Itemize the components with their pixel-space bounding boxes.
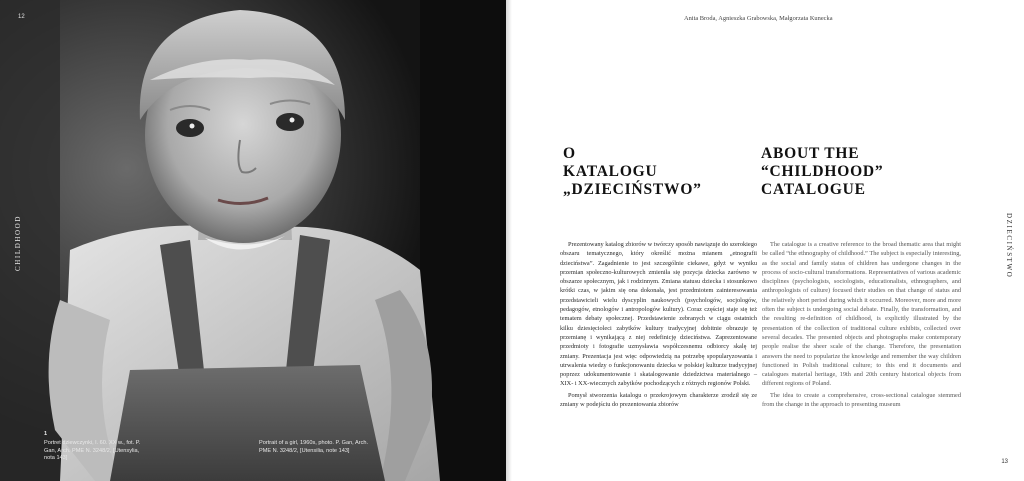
page-number-left: 12 xyxy=(18,14,25,20)
heading-polish xyxy=(563,145,702,199)
right-page xyxy=(512,0,1024,481)
body-paragraph: The idea to create a comprehensive, cross-sectional catalogue stemmed from the change in the approach to presenting museum xyxy=(762,391,961,409)
heading-polish-line: „DZIECIŃSTWO” xyxy=(563,181,702,198)
caption-number: 1 xyxy=(44,431,48,437)
heading-english-line: CATALOGUE xyxy=(761,181,866,198)
caption-polish: Portret dziewczynki, l. 60. XX w., fot. P. Gan, Arch. PME N. 3248/2, [Utensylia, nota 143] xyxy=(44,440,141,462)
heading-english-line: “CHILDHOOD” xyxy=(761,163,884,180)
heading-polish-line: O xyxy=(563,145,576,162)
left-page xyxy=(0,0,506,481)
body-column-english xyxy=(762,240,961,409)
body-column-polish xyxy=(560,240,757,409)
body-paragraph: Pomysł stworzenia katalogu o przekrojowym charakterze zrodził się ze zmiany w podejściu do prezentowania zbiorów xyxy=(560,391,757,409)
authors-header: Anita Broda, Agnieszka Grabowska, Małgorzata Kunecka xyxy=(684,15,833,22)
heading-english-line: ABOUT THE xyxy=(761,145,860,162)
girl-portrait-photo xyxy=(0,0,506,481)
body-paragraph: Prezentowany katalog zbiorów w twórczy sposób nawiązuje do szerokiego obszaru tematycznego, który określić można mianem „etnografii dzieciństwa”. Zagadnienie to jest szczególnie ciekawe, gdyż w wyniku przemian społeczno-kulturowych zmieniła się pozycja dziecka zarówno w obszarze społecznym, jak i rodzinnym. Zmiana statusu dziecka i stosunkowo krótki czas, w jakim się ona dokonała, jest przedmiotem zainteresowania przedstawicieli wielu dyscyplin naukowych (psychologów, socjologów, pedagogów, etnologów i antropologów kultury). Coraz częściej staje się też tematem debaty społecznej. Przedstawienie zebranych w ciągu ostatnich kilku dziesięcioleci zabytków kultury tradycyjnej dobitnie obrazuje tę przemianę i wynikającą z niej redefinicję dzieciństwa. Zaprezentowane przedmioty i fotografie uzmysławia współczesnemu odbiorcy skalę tej zmiany. Prezentacja jest więc odpowiedzią na potrzebę spopularyzowania i utrwalenia wiedzy o funkcjonowaniu dziecka w polskiej kulturze tradycyjnej poprzez udokumentowanie i skatalogowanie dziedzictwa materialnego – XIX- i XX-wiecznych zabytków pochodzących z różnych regionów Polski. xyxy=(560,241,757,388)
heading-english xyxy=(761,145,883,199)
side-label-childhood: CHILDHOOD xyxy=(14,215,22,272)
side-label-dziecinstwo: DZIECIŃSTWO xyxy=(1005,213,1013,279)
page-number-right: 13 xyxy=(1001,459,1008,465)
heading-polish-line: KATALOGU xyxy=(563,163,658,180)
caption-english: Portrait of a girl, 1960s, photo. P. Gan, Arch. PME N. 3248/2, [Utensilia, note 143] xyxy=(259,440,369,454)
body-paragraph: The catalogue is a creative reference to the broad thematic area that might be called “the ethnography of childhood.” The subject is especially interesting, as the social and family status of children has undergone changes in the process of socio-cultural transformations. Representatives of various academic disciplines (psychologists, sociologists, educationalists, ethnographers, and anthropologists of culture) focused their studies on that change of status and the relatively short period during which it occurred. Moreover, more and more often the subject is undergoing social debate. Finally, the transformation, and the resulting re-definition of childhood, is explicitly illustrated by the presentation of the collection of traditional culture exhibits, collected over several decades. The presented objects and photographs make contemporary people realise the sheer scale of the change. Therefore, the presentation answers the need to popularize the knowledge and remember the way children functioned in Polish traditional culture; to this end it documents and catalogues material heritage, 19th and 20th century historical objects from different regions of Poland. xyxy=(762,241,961,388)
